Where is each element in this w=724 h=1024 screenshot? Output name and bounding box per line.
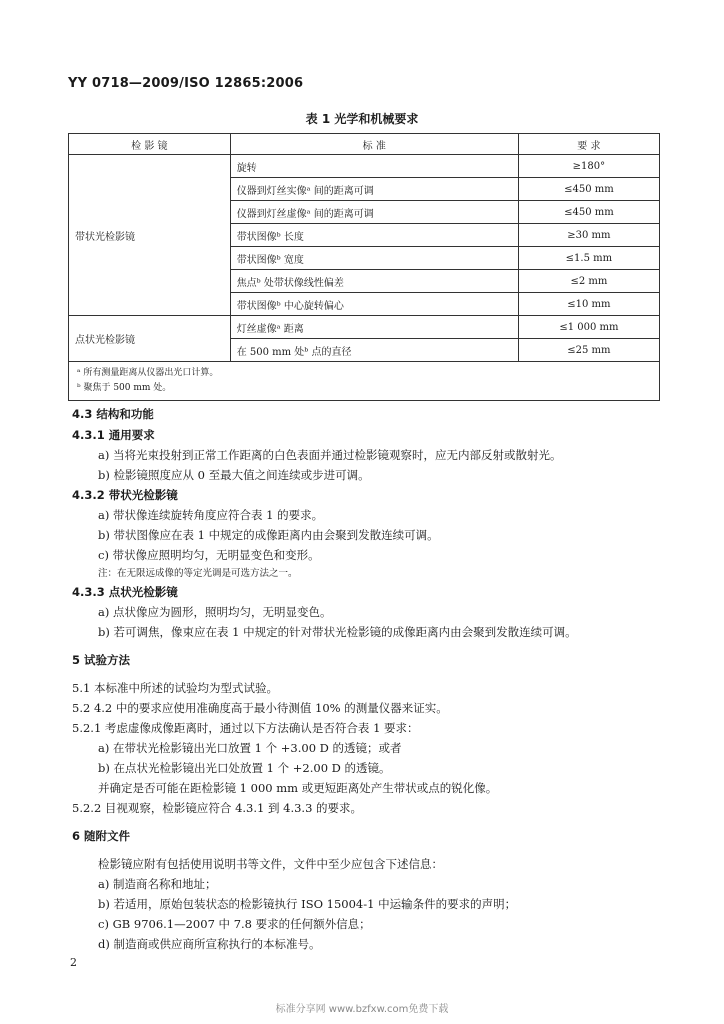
criterion-cell: 带状图像ᵇ 长度 — [230, 224, 518, 247]
heading-4-3: 4.3 结构和功能 — [72, 407, 154, 421]
paragraph: 5.1 本标准中所述的试验均为型式试验。 — [72, 681, 278, 695]
criterion-cell: 旋转 — [230, 155, 518, 178]
paragraph: 5.2.1 考虑虚像成像距离时，通过以下方法确认是否符合表 1 要求： — [72, 721, 419, 735]
requirement-cell: ≤1.5 mm — [518, 247, 659, 270]
criterion-cell: 带状图像ᵇ 中心旋转偏心 — [230, 293, 518, 316]
requirement-cell: ≤2 mm — [518, 270, 659, 293]
footer-watermark: 标准分享网 www.bzfxw.com免费下载 — [275, 1004, 449, 1015]
paragraph: 5.2 4.2 中的要求应使用准确度高于最小待测值 10% 的测量仪器来证实。 — [72, 701, 448, 715]
paragraph-item: a) 当将光束投射到正常工作距离的白色表面并通过检影镜观察时，应无内部反射或散射光。 — [98, 448, 562, 462]
heading-4-3-2: 4.3.2 带状光检影镜 — [72, 488, 178, 502]
requirement-cell: ≥30 mm — [518, 224, 659, 247]
table-header-cell: 检 影 镜 — [69, 134, 231, 155]
requirement-cell: ≤25 mm — [518, 339, 659, 362]
heading-6: 6 随附文件 — [72, 829, 131, 843]
requirement-cell: ≤450 mm — [518, 178, 659, 201]
table-notes — [69, 362, 660, 401]
paragraph-item: c) GB 9706.1—2007 中 7.8 要求的任何额外信息； — [98, 917, 371, 931]
paragraph-item: b) 若适用，原始包装状态的检影镜执行 ISO 15004-1 中运输条件的要求的声明； — [98, 897, 517, 911]
paragraph-item: a) 带状像连续旋转角度应符合表 1 的要求。 — [98, 508, 324, 522]
criterion-cell: 焦点ᵇ 处带状像线性偏差 — [230, 270, 518, 293]
criterion-cell: 仪器到灯丝虚像ᵃ 间的距离可调 — [230, 201, 518, 224]
paragraph-item: a) 点状像应为圆形，照明均匀，无明显变色。 — [98, 605, 332, 619]
group-cell-spot: 点状光检影镜 — [69, 316, 231, 362]
table-footnote-b: ᵇ 聚焦于 500 mm 处。 — [77, 383, 172, 393]
table-header-cell: 标 准 — [230, 134, 518, 155]
table-row — [69, 316, 660, 339]
paragraph-item: b) 在点状光检影镜出光口处放置 1 个 +2.00 D 的透镜。 — [98, 761, 391, 775]
requirement-cell: ≤1 000 mm — [518, 316, 659, 339]
table-row — [69, 155, 660, 178]
note-text: 注：在无限远成像的等定光调是可选方法之一。 — [98, 568, 298, 579]
requirement-cell: ≤10 mm — [518, 293, 659, 316]
heading-4-3-1: 4.3.1 通用要求 — [72, 428, 155, 442]
requirement-cell: ≥180° — [518, 155, 659, 178]
paragraph-item: d) 制造商或供应商所宣称执行的本标准号。 — [98, 937, 321, 951]
standard-number-header: YY 0718—2009/ISO 12865:2006 — [68, 76, 304, 91]
paragraph-item: a) 在带状光检影镜出光口放置 1 个 +3.00 D 的透镜；或者 — [98, 741, 402, 755]
table-notes-row — [69, 362, 660, 401]
requirements-table — [68, 133, 660, 401]
heading-5: 5 试验方法 — [72, 653, 131, 667]
paragraph-item: c) 带状像应照明均匀，无明显变色和变形。 — [98, 548, 320, 562]
table-title: 表 1 光学和机械要求 — [305, 112, 419, 126]
paragraph: 5.2.2 目视观察，检影镜应符合 4.3.1 到 4.3.3 的要求。 — [72, 801, 363, 815]
criterion-cell: 仪器到灯丝实像ᵃ 间的距离可调 — [230, 178, 518, 201]
heading-4-3-3: 4.3.3 点状光检影镜 — [72, 585, 178, 599]
paragraph-item: b) 若可调焦，像束应在表 1 中规定的针对带状光检影镜的成像距离内由会聚到发散连续可调。 — [98, 625, 577, 639]
criterion-cell: 灯丝虚像ᵃ 距离 — [230, 316, 518, 339]
group-cell-slit: 带状光检影镜 — [69, 155, 231, 316]
paragraph: 检影镜应附有包括使用说明书等文件，文件中至少应包含下述信息： — [98, 857, 443, 871]
table-footnote-a: ᵃ 所有测量距离从仪器出光口计算。 — [77, 368, 219, 378]
paragraph-item: a) 制造商名称和地址； — [98, 877, 217, 891]
criterion-cell: 带状图像ᵇ 宽度 — [230, 247, 518, 270]
requirement-cell: ≤450 mm — [518, 201, 659, 224]
paragraph-item: b) 检影镜照度应从 0 至最大值之间连续或步进可调。 — [98, 468, 370, 482]
paragraph-item: b) 带状图像应在表 1 中规定的成像距离内由会聚到发散连续可调。 — [98, 528, 439, 542]
table-header-row — [69, 134, 660, 155]
criterion-cell: 在 500 mm 处ᵇ 点的直径 — [230, 339, 518, 362]
paragraph: 并确定是否可能在距检影镜 1 000 mm 或更短距离处产生带状或点的锐化像。 — [98, 781, 498, 795]
page-number: 2 — [70, 956, 77, 969]
table-header-cell: 要 求 — [518, 134, 659, 155]
